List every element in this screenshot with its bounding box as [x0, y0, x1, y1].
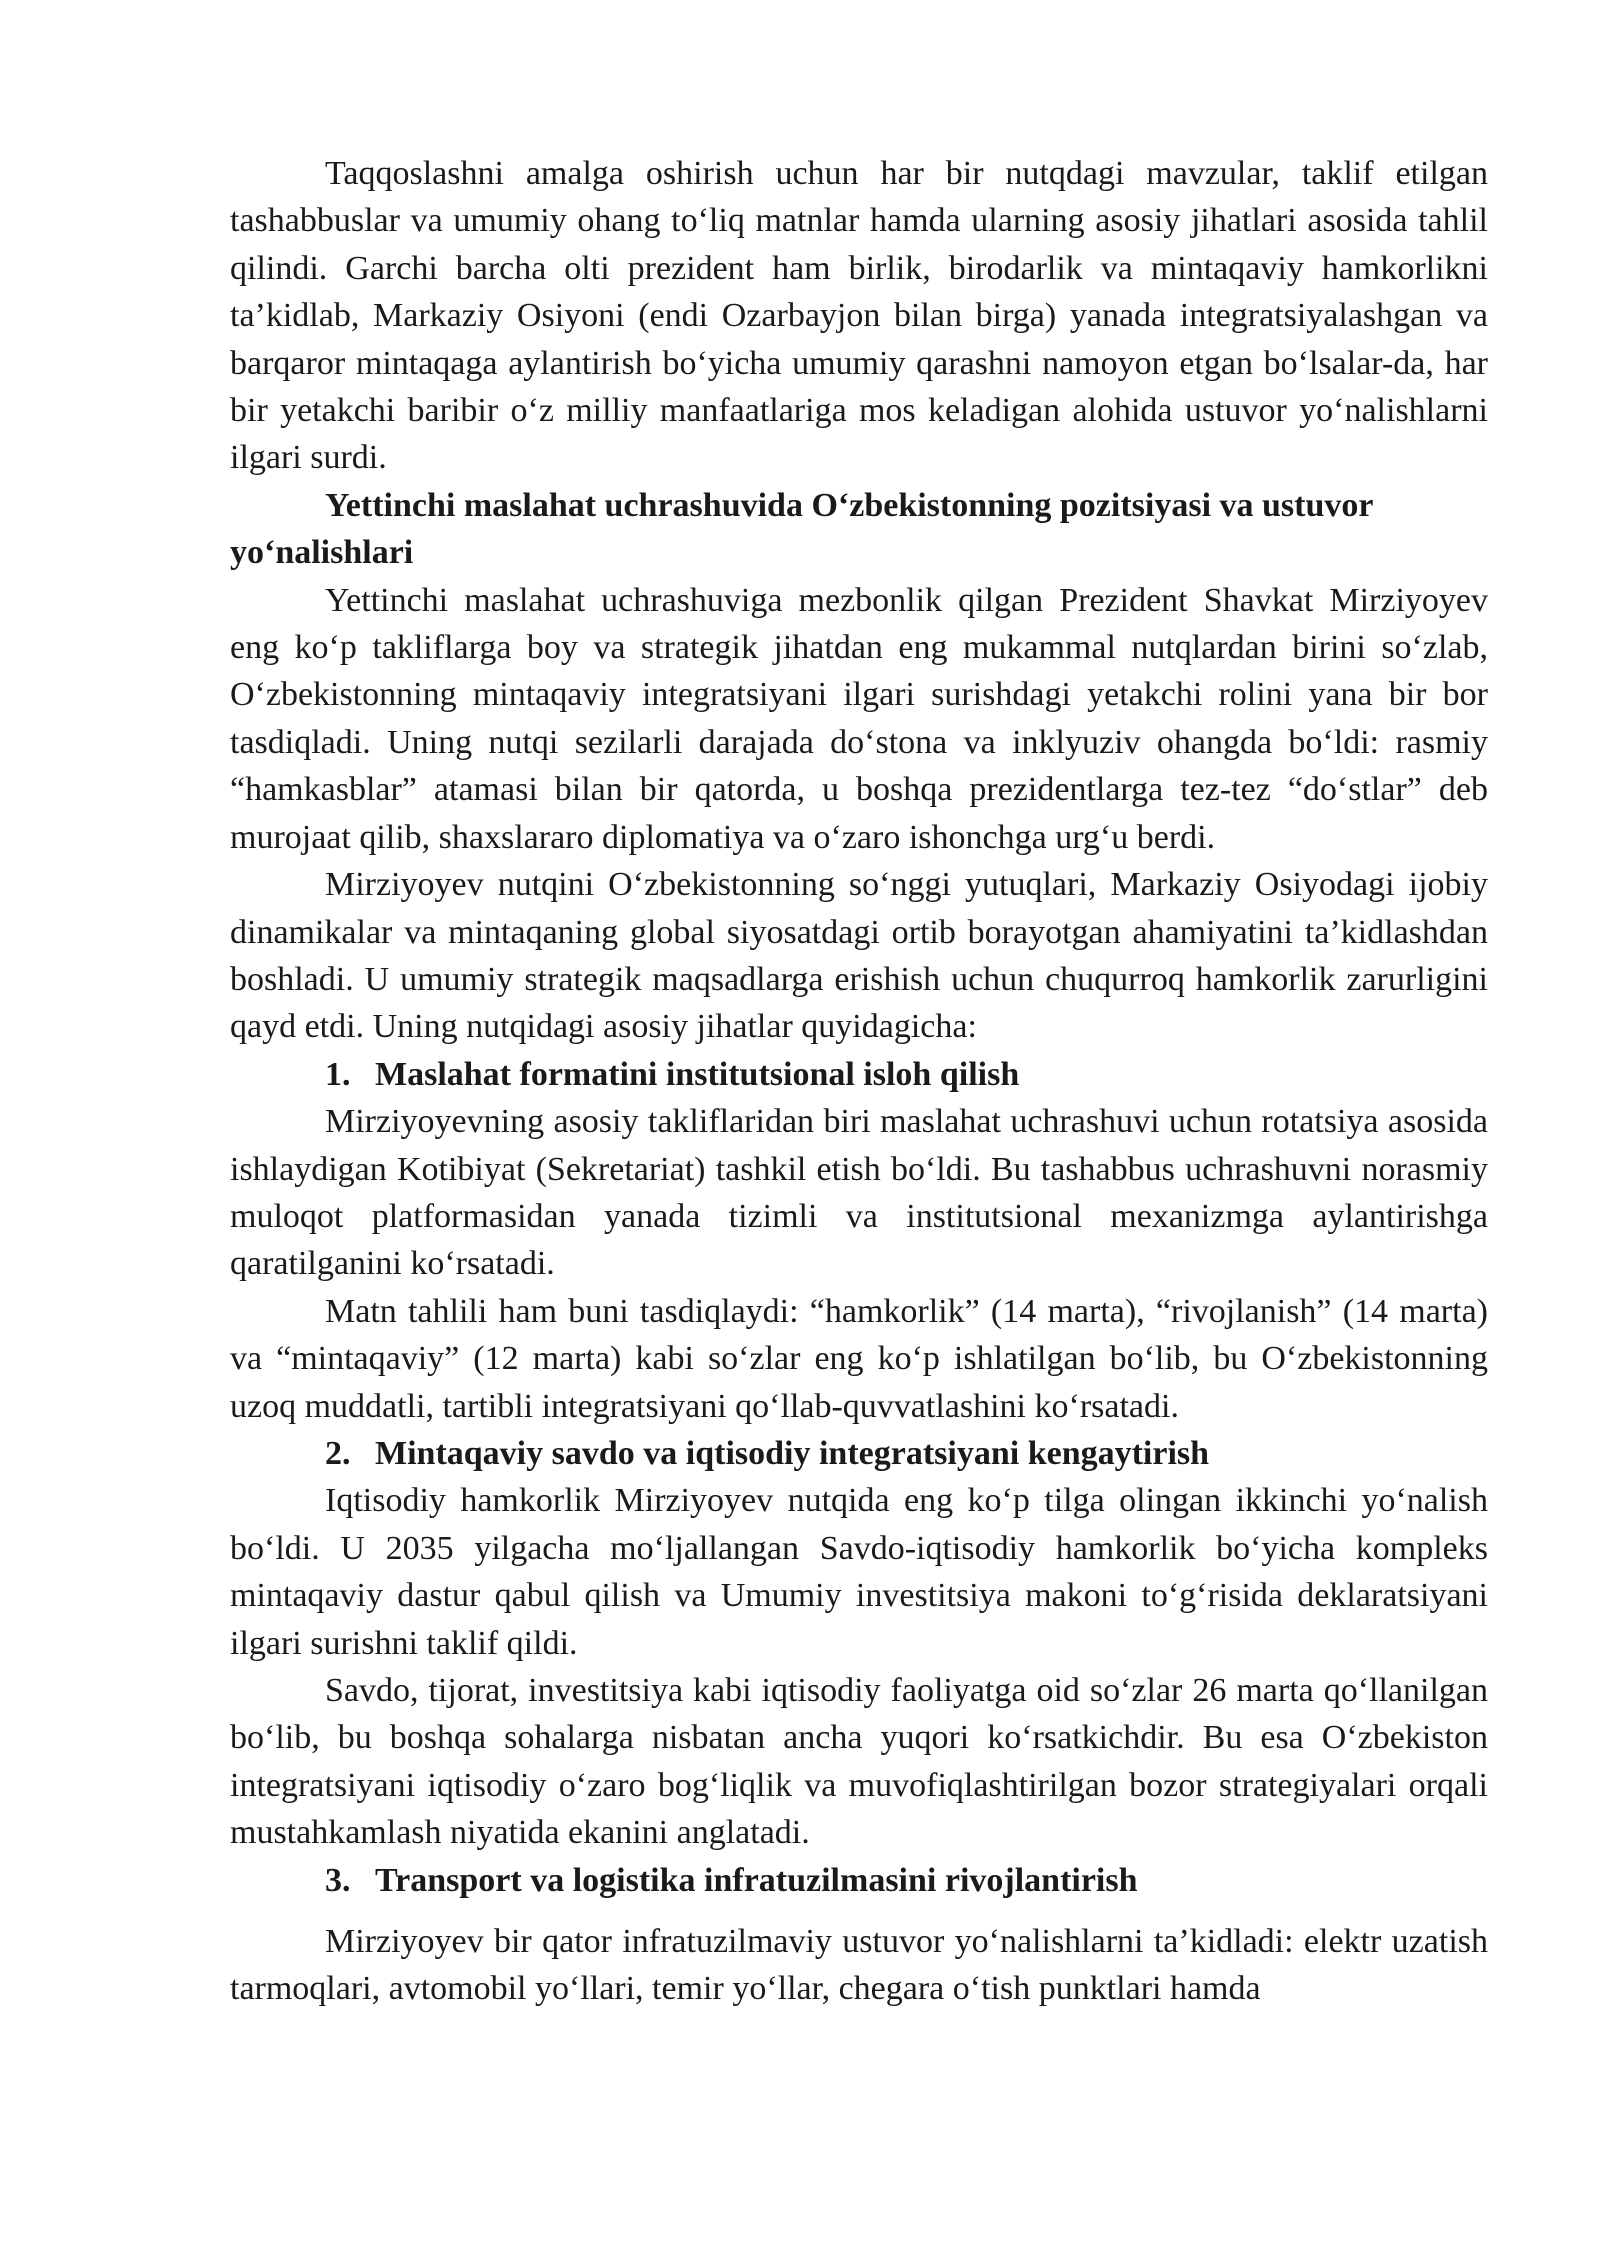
subheading-3 — [230, 1857, 1488, 1904]
paragraph-secretariat: Mirziyoyevning asosiy takliflaridan biri maslahat uchrashuvi uchun rotatsiya asosida ishlaydigan Kotibiyat (Sekretariat) tashkil etish bo‘ldi. Bu tashabbus uchrashuvni norasmiy muloqot platformasidan yanada tizimli va institutsional mexanizmga aylantirishga qaratilganini ko‘rsatadi. — [230, 1103, 1488, 1283]
subheading-3-text: Transport va logistika infratuzilmasini rivojlantirish — [375, 1861, 1138, 1899]
subheading-1-number: 1. — [325, 1055, 351, 1093]
subheading-3-number: 3. — [325, 1861, 351, 1899]
paragraph-summit-role: Yettinchi maslahat uchrashuviga mezbonlik qilgan Prezident Shavkat Mirziyoyev eng ko‘p takliflarga boy va strategik jihatdan eng mukammal nutqlardan birini so‘zlab, O‘zbekistonning mintaqaviy integratsiyani ilgari surishdagi yetakchi rolini yana bir bor tasdiqladi. Uning nutqi sezilarli darajada do‘stona va inklyuziv ohangda bo‘ldi: rasmiy “hamkasblar” atamasi bilan bir qatorda, u boshqa prezidentlarga tez-tez “do‘stlar” deb murojaat qilib, shaxslararo diplomatiya va o‘zaro ishonchga urg‘u berdi. — [230, 581, 1488, 856]
subheading-1 — [230, 1051, 1488, 1098]
paragraph-text-analysis: Matn tahlili ham buni tasdiqlaydi: “hamkorlik” (14 marta), “rivojlanish” (14 marta) va “mintaqaviy” (12 marta) kabi so‘zlar eng ko‘p ishlatilgan bo‘lib, bu O‘zbekistonning uzoq muddatli, tartibli integratsiyani qo‘llab-quvvatlashini ko‘rsatadi. — [230, 1292, 1488, 1425]
spacer — [230, 1904, 1488, 1918]
section-heading: Yettinchi maslahat uchrashuvida O‘zbekistonning pozitsiyasi va ustuvor yo‘nalishlari — [230, 486, 1373, 572]
paragraph-economic-cooperation: Iqtisodiy hamkorlik Mirziyoyev nutqida eng ko‘p tilga olingan ikkinchi yo‘nalish bo‘ldi. U 2035 yilgacha mo‘ljallangan Savdo-iqtisodiy hamkorlik bo‘yicha kompleks mintaqaviy dastur qabul qilish va Umumiy investitsiya makoni to‘g‘risida deklaratsiyani ilgari surishni taklif qildi. — [230, 1482, 1488, 1662]
paragraph-trade-words: Savdo, tijorat, investitsiya kabi iqtisodiy faoliyatga oid so‘zlar 26 marta qo‘llanilgan bo‘lib, bu boshqa sohalarga nisbatan ancha yuqori ko‘rsatkichdir. Bu esa O‘zbekiston integratsiyani iqtisodiy o‘zaro bog‘liqlik va muvofiqlashtirilgan bozor strategiyalari orqali mustahkamlash niyatida ekanini anglatadi. — [230, 1672, 1488, 1852]
paragraph-intro: Taqqoslashni amalga oshirish uchun har bir nutqdagi mavzular, taklif etilgan tashabbuslar va umumiy ohang to‘liq matnlar hamda ularning asosiy jihatlari asosida tahlil qilindi. Garchi barcha olti prezident ham birlik, birodarlik va mintaqaviy hamkorlikni ta’kidlab, Markaziy Osiyoni (endi Ozarbayjon bilan birga) yanada integratsiyalashgan va barqaror mintaqaga aylantirish bo‘yicha umumiy qarashni namoyon etgan bo‘lsalar-da, har bir yetakchi baribir o‘z milliy manfaatlariga mos keladigan alohida ustuvor yo‘nalishlarni ilgari surdi. — [230, 155, 1488, 477]
subheading-2 — [230, 1430, 1488, 1477]
subheading-2-number: 2. — [325, 1434, 351, 1472]
document-page — [230, 150, 1488, 2013]
paragraph-speech-opening: Mirziyoyev nutqini O‘zbekistonning so‘nggi yutuqlari, Markaziy Osiyodagi ijobiy dinamikalar va mintaqaning global siyosatdagi ortib borayotgan ahamiyatini ta’kidlashdan boshladi. U umumiy strategik maqsadlarga erishish uchun chuqurroq hamkorlik zarurligini qayd etdi. Uning nutqidagi asosiy jihatlar quyidagicha: — [230, 866, 1488, 1046]
subheading-1-text: Maslahat formatini institutsional isloh qilish — [375, 1055, 1020, 1093]
paragraph-infrastructure: Mirziyoyev bir qator infratuzilmaviy ustuvor yo‘nalishlarni ta’kidladi: elektr uzatish tarmoqlari, avtomobil yo‘llari, temir yo‘llar, chegara o‘tish punktlari hamda — [230, 1923, 1488, 2008]
subheading-2-text: Mintaqaviy savdo va iqtisodiy integratsiyani kengaytirish — [375, 1434, 1210, 1472]
